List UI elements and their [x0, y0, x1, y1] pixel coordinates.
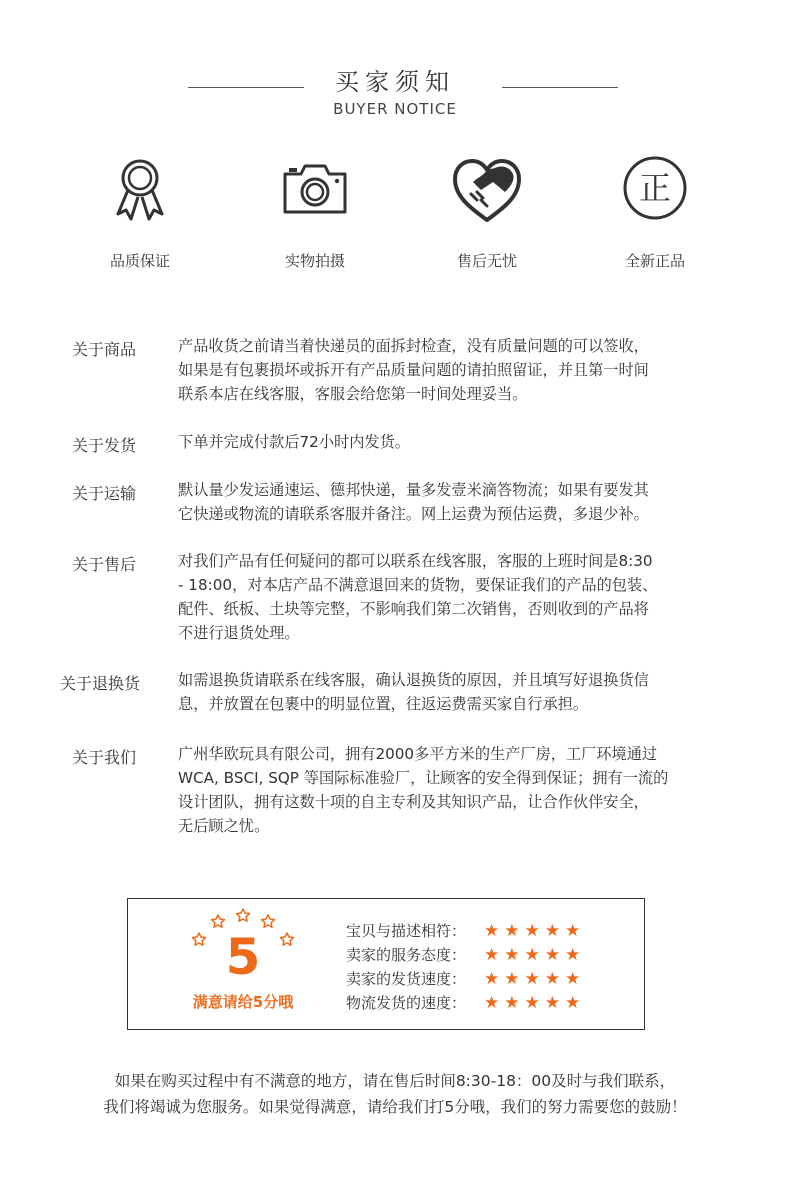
- rating-stars: ★★★★★: [484, 945, 586, 965]
- score-number: 5: [225, 928, 261, 986]
- rating-row: [346, 991, 636, 1015]
- feature-label: 品质保证: [109, 252, 170, 270]
- rating-stars: ★★★★★: [484, 993, 586, 1013]
- header-divider-right: [502, 87, 618, 88]
- zheng-seal-icon: [615, 152, 695, 232]
- feature-label: 售后无忧: [456, 252, 517, 270]
- rating-row: [346, 967, 636, 991]
- rating-rows: [346, 919, 636, 1015]
- notice-text: 默认量少发运通速运、德邦快递，量多发壹米滴答物流；如果有要发其 它快递或物流的请联系客服并备注。网上运费为预估运费，多退少补。: [178, 481, 649, 523]
- feature-label: 全新正品: [624, 252, 685, 270]
- notice-text: 产品收货之前请当着快递员的面拆封检查，没有质量问题的可以签收， 如果是有包裹损坏或拆开有产品质量问题的请拍照留证，并且第一时间 联系本店在线客服，客服会给您第一时间处理妥当。: [178, 337, 649, 403]
- rating-row: [346, 943, 636, 967]
- notice-key: 关于我们: [71, 748, 136, 767]
- notice-text: 广州华欧玩具有限公司，拥有2000多平方米的生产厂房，工厂环境通过 WCA, BSCI, SQP 等国际标准验厂，让顾客的安全得到保证；拥有一流的 设计团队，拥有这数十项的自主专利及其知识产品，让合作伙伴安全， 无后顾之忧。: [178, 745, 669, 835]
- rating-label: 卖家的发货速度：: [346, 970, 467, 988]
- rating-label: 物流发货的速度：: [346, 994, 467, 1012]
- footer-line: 如果在购买过程中有不满意的地方，请在售后时间8:30-18：00及时与我们联系，: [114, 1072, 676, 1090]
- feature-label: 实物拍摄: [284, 252, 345, 270]
- svg-text:正: 正: [638, 169, 672, 207]
- page-title: 买家须知: [335, 68, 455, 96]
- notice-text: 如需退换货请联系在线客服，确认退换货的原因，并且填写好退换货信 息，并放置在包裹中的明显位置，往返运费需买家自行承担。: [178, 671, 649, 713]
- award-ribbon-icon: [100, 152, 180, 232]
- camera-icon: [275, 152, 355, 232]
- notice-text: 对我们产品有任何疑问的都可以联系在线客服，客服的上班时间是8:30 - 18:00，对本店产品不满意退回来的货物，要保证我们的产品的包装、 配件、纸板、土块等完整，不影响我们第二次销售，否则收到的产品将 不进行退货处理。: [178, 552, 658, 642]
- notice-key: 关于退换货: [59, 674, 140, 693]
- handshake-heart-icon: [447, 152, 527, 232]
- rating-box: [127, 898, 645, 1030]
- notice-key: 关于商品: [71, 340, 136, 359]
- page-subtitle: BUYER NOTICE: [333, 100, 457, 118]
- rating-row: [346, 919, 636, 943]
- rating-label: 卖家的服务态度：: [346, 946, 467, 964]
- rating-label: 宝贝与描述相符：: [346, 922, 467, 940]
- rating-stars: ★★★★★: [484, 969, 586, 989]
- footer-line: 我们将竭诚为您服务。如果觉得满意，请给我们打5分哦，我们的努力需要您的鼓励！: [103, 1098, 687, 1116]
- notice-header: [0, 58, 790, 128]
- notice-key: 关于运输: [71, 484, 136, 503]
- score-badge: [168, 899, 318, 1029]
- score-caption: 满意请给5分哦: [192, 993, 294, 1011]
- notice-key: 关于发货: [71, 436, 136, 455]
- rating-stars: ★★★★★: [484, 921, 586, 941]
- notice-text: 下单并完成付款后72小时内发货。: [178, 433, 410, 451]
- notice-key: 关于售后: [71, 555, 136, 574]
- footer-message: [0, 1068, 790, 1120]
- feature-row: [0, 150, 790, 280]
